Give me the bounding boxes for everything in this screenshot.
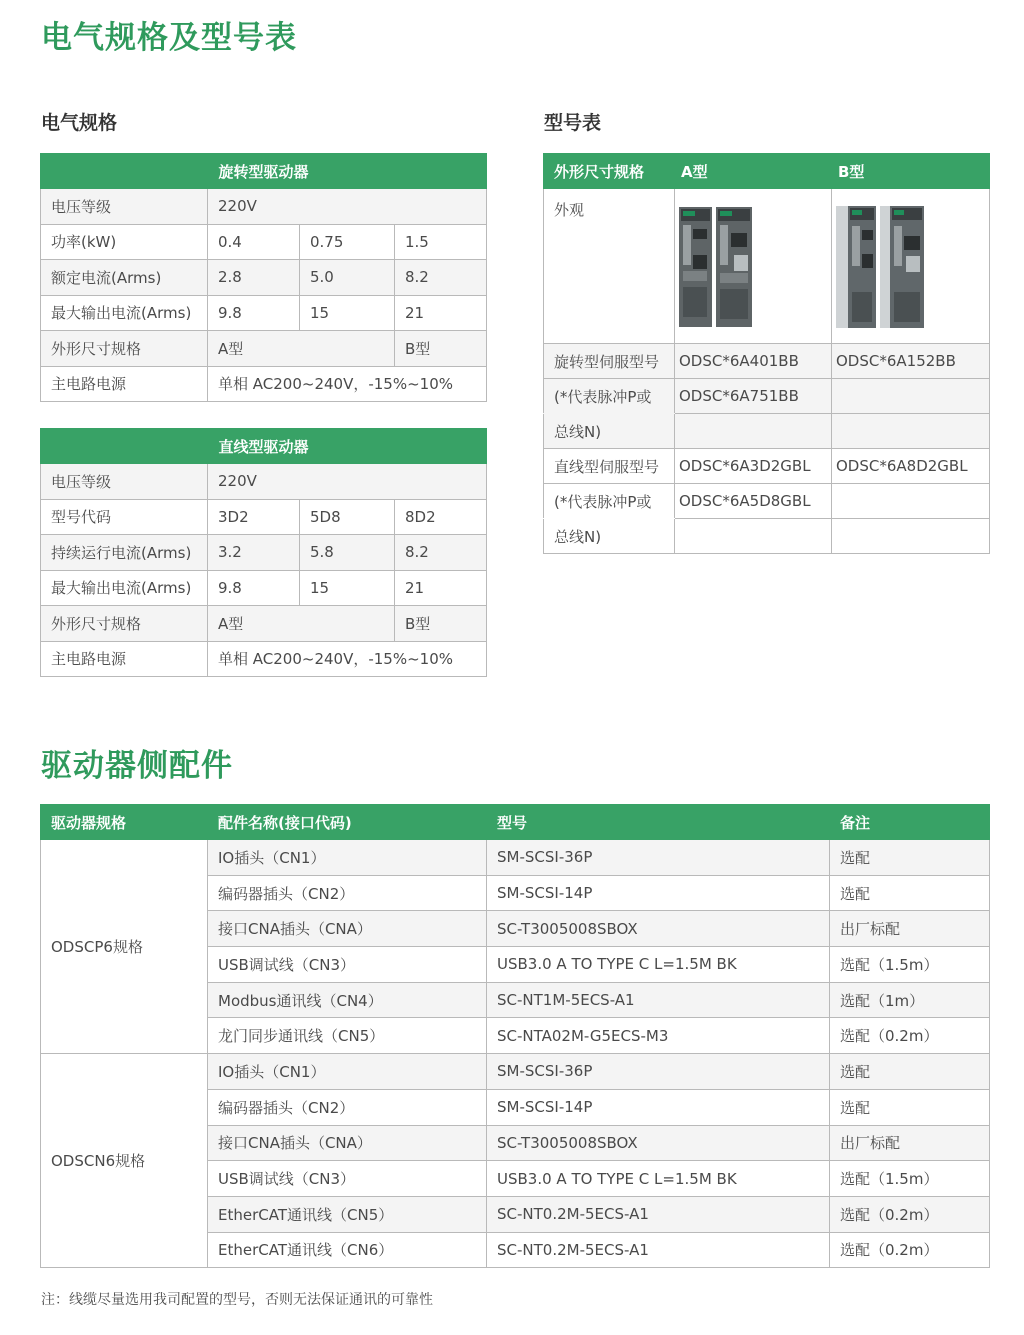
table-row	[544, 449, 990, 484]
cell: 0.4	[208, 224, 300, 260]
accessory-note: 选配（0.2m）	[830, 1018, 990, 1054]
cell: 3D2	[208, 499, 300, 535]
accessory-note: 选配（0.2m）	[830, 1232, 990, 1268]
cell: 9.8	[208, 295, 300, 331]
cell: B型	[395, 606, 487, 642]
table-row	[41, 295, 487, 331]
cell: 8.2	[395, 260, 487, 296]
section-title-spec: 电气规格	[41, 112, 118, 134]
rotary-model-label-2: (*代表脉冲P或	[544, 379, 675, 414]
cell: ODSC*6A401BB	[675, 344, 832, 379]
cell: 21	[395, 295, 487, 331]
row-label: 额定电流(Arms)	[41, 260, 208, 296]
row-label: 外形尺寸规格	[41, 331, 208, 367]
col-header-name: 配件名称(接口代码)	[208, 805, 487, 840]
cell: 2.8	[208, 260, 300, 296]
accessory-note: 出厂标配	[830, 1125, 990, 1161]
cell: ODSC*6A152BB	[832, 344, 990, 379]
cell	[832, 379, 990, 414]
table-row	[41, 224, 487, 260]
table-row	[544, 519, 990, 554]
row-label: 型号代码	[41, 499, 208, 535]
table-row	[41, 840, 990, 876]
accessory-model: SC-NT1M-5ECS-A1	[487, 982, 830, 1018]
row-label: 电压等级	[41, 464, 208, 500]
cell: 8D2	[395, 499, 487, 535]
appearance-label: 外观	[544, 189, 675, 344]
table-row	[544, 484, 990, 519]
linear-header: 直线型驱动器	[41, 429, 487, 464]
accessory-model: USB3.0 A TO TYPE C L=1.5M BK	[487, 1161, 830, 1197]
cell: A型	[208, 606, 395, 642]
cell: ODSC*6A5D8GBL	[675, 484, 832, 519]
table-row	[41, 366, 487, 402]
row-label: 主电路电源	[41, 366, 208, 402]
table-row	[544, 189, 990, 344]
table-row	[41, 606, 487, 642]
row-label: 功率(kW)	[41, 224, 208, 260]
accessory-note: 选配	[830, 875, 990, 911]
accessory-model: SC-NTA02M-G5ECS-M3	[487, 1018, 830, 1054]
cell	[675, 519, 832, 554]
cell: 3.2	[208, 535, 300, 571]
accessory-name: IO插头（CN1）	[208, 1054, 487, 1090]
cell: 5.0	[300, 260, 395, 296]
cell: A型	[208, 331, 395, 367]
accessory-note: 选配	[830, 1089, 990, 1125]
cell	[832, 519, 990, 554]
table-row	[41, 499, 487, 535]
row-label: 持续运行电流(Arms)	[41, 535, 208, 571]
table-row	[41, 1054, 990, 1090]
rotary-header: 旋转型驱动器	[41, 154, 487, 189]
table-row	[41, 189, 487, 225]
cell: 0.75	[300, 224, 395, 260]
cell: 15	[300, 295, 395, 331]
cell	[675, 414, 832, 449]
accessory-name: 编码器插头（CN2）	[208, 875, 487, 911]
cell: 21	[395, 570, 487, 606]
accessory-model: SC-NT0.2M-5ECS-A1	[487, 1196, 830, 1232]
accessory-name: EtherCAT通讯线（CN6）	[208, 1232, 487, 1268]
driver-spec-cell: ODSCP6规格	[41, 840, 208, 1054]
row-label: 最大输出电流(Arms)	[41, 570, 208, 606]
accessory-note: 选配	[830, 840, 990, 876]
cell: ODSC*6A8D2GBL	[832, 449, 990, 484]
accessory-model: SC-T3005008SBOX	[487, 911, 830, 947]
table-row	[544, 414, 990, 449]
rotary-spec-table	[40, 153, 487, 402]
table-row	[41, 260, 487, 296]
accessory-model: SM-SCSI-36P	[487, 840, 830, 876]
table-row	[41, 641, 487, 677]
col-header-spec: 驱动器规格	[41, 805, 208, 840]
accessories-table	[40, 804, 990, 1268]
cell: 1.5	[395, 224, 487, 260]
cell: ODSC*6A3D2GBL	[675, 449, 832, 484]
cell: 15	[300, 570, 395, 606]
model-header-a: A型	[675, 154, 832, 189]
model-header-b: B型	[832, 154, 990, 189]
linear-spec-table	[40, 428, 487, 677]
row-label: 最大输出电流(Arms)	[41, 295, 208, 331]
accessory-note: 出厂标配	[830, 911, 990, 947]
footnote: 注：线缆尽量选用我司配置的型号，否则无法保证通讯的可靠性	[41, 1292, 433, 1308]
accessory-name: IO插头（CN1）	[208, 840, 487, 876]
accessory-note: 选配（1.5m）	[830, 1161, 990, 1197]
accessory-name: Modbus通讯线（CN4）	[208, 982, 487, 1018]
accessory-model: USB3.0 A TO TYPE C L=1.5M BK	[487, 947, 830, 983]
accessory-model: SM-SCSI-14P	[487, 875, 830, 911]
cell	[832, 414, 990, 449]
col-header-note: 备注	[830, 805, 990, 840]
cell: 220V	[208, 464, 487, 500]
table-row	[41, 464, 487, 500]
accessory-note: 选配（1m）	[830, 982, 990, 1018]
accessory-note: 选配（1.5m）	[830, 947, 990, 983]
accessory-name: 接口CNA插头（CNA）	[208, 1125, 487, 1161]
cell	[832, 484, 990, 519]
accessory-name: USB调试线（CN3）	[208, 1161, 487, 1197]
table-row	[41, 331, 487, 367]
model-header-size: 外形尺寸规格	[544, 154, 675, 189]
accessory-note: 选配（0.2m）	[830, 1196, 990, 1232]
drive-image-a	[675, 189, 832, 344]
driver-spec-cell: ODSCN6规格	[41, 1054, 208, 1268]
table-row	[41, 535, 487, 571]
model-table	[543, 153, 990, 554]
table-row	[544, 344, 990, 379]
drive-b-large-icon	[880, 206, 924, 328]
row-label: 电压等级	[41, 189, 208, 225]
accessory-model: SM-SCSI-14P	[487, 1089, 830, 1125]
section-title-model: 型号表	[544, 112, 602, 134]
accessory-model: SC-T3005008SBOX	[487, 1125, 830, 1161]
cell: 5.8	[300, 535, 395, 571]
cell: B型	[395, 331, 487, 367]
page-title: 电气规格及型号表	[41, 20, 297, 56]
drive-image-b	[832, 189, 990, 344]
drive-a-large-icon	[716, 207, 752, 327]
cell: 220V	[208, 189, 487, 225]
cell: ODSC*6A751BB	[675, 379, 832, 414]
accessory-model: SC-NT0.2M-5ECS-A1	[487, 1232, 830, 1268]
table-row	[544, 379, 990, 414]
drive-b-small-icon	[836, 206, 876, 328]
row-label: 外形尺寸规格	[41, 606, 208, 642]
accessory-name: 龙门同步通讯线（CN5）	[208, 1018, 487, 1054]
accessory-name: 接口CNA插头（CNA）	[208, 911, 487, 947]
linear-model-label-2: (*代表脉冲P或	[544, 484, 675, 519]
accessory-note: 选配	[830, 1054, 990, 1090]
linear-model-label-3: 总线N)	[544, 519, 675, 554]
drive-a-small-icon	[679, 207, 712, 327]
table-row	[41, 570, 487, 606]
cell: 5D8	[300, 499, 395, 535]
accessory-model: SM-SCSI-36P	[487, 1054, 830, 1090]
cell: 9.8	[208, 570, 300, 606]
accessories-title: 驱动器侧配件	[41, 748, 233, 784]
rotary-model-label-1: 旋转型伺服型号	[544, 344, 675, 379]
accessory-name: USB调试线（CN3）	[208, 947, 487, 983]
rotary-model-label-3: 总线N)	[544, 414, 675, 449]
accessory-name: 编码器插头（CN2）	[208, 1089, 487, 1125]
cell: 单相 AC200~240V，-15%~10%	[208, 641, 487, 677]
cell: 8.2	[395, 535, 487, 571]
cell: 单相 AC200~240V，-15%~10%	[208, 366, 487, 402]
row-label: 主电路电源	[41, 641, 208, 677]
linear-model-label-1: 直线型伺服型号	[544, 449, 675, 484]
accessory-name: EtherCAT通讯线（CN5）	[208, 1196, 487, 1232]
col-header-model: 型号	[487, 805, 830, 840]
